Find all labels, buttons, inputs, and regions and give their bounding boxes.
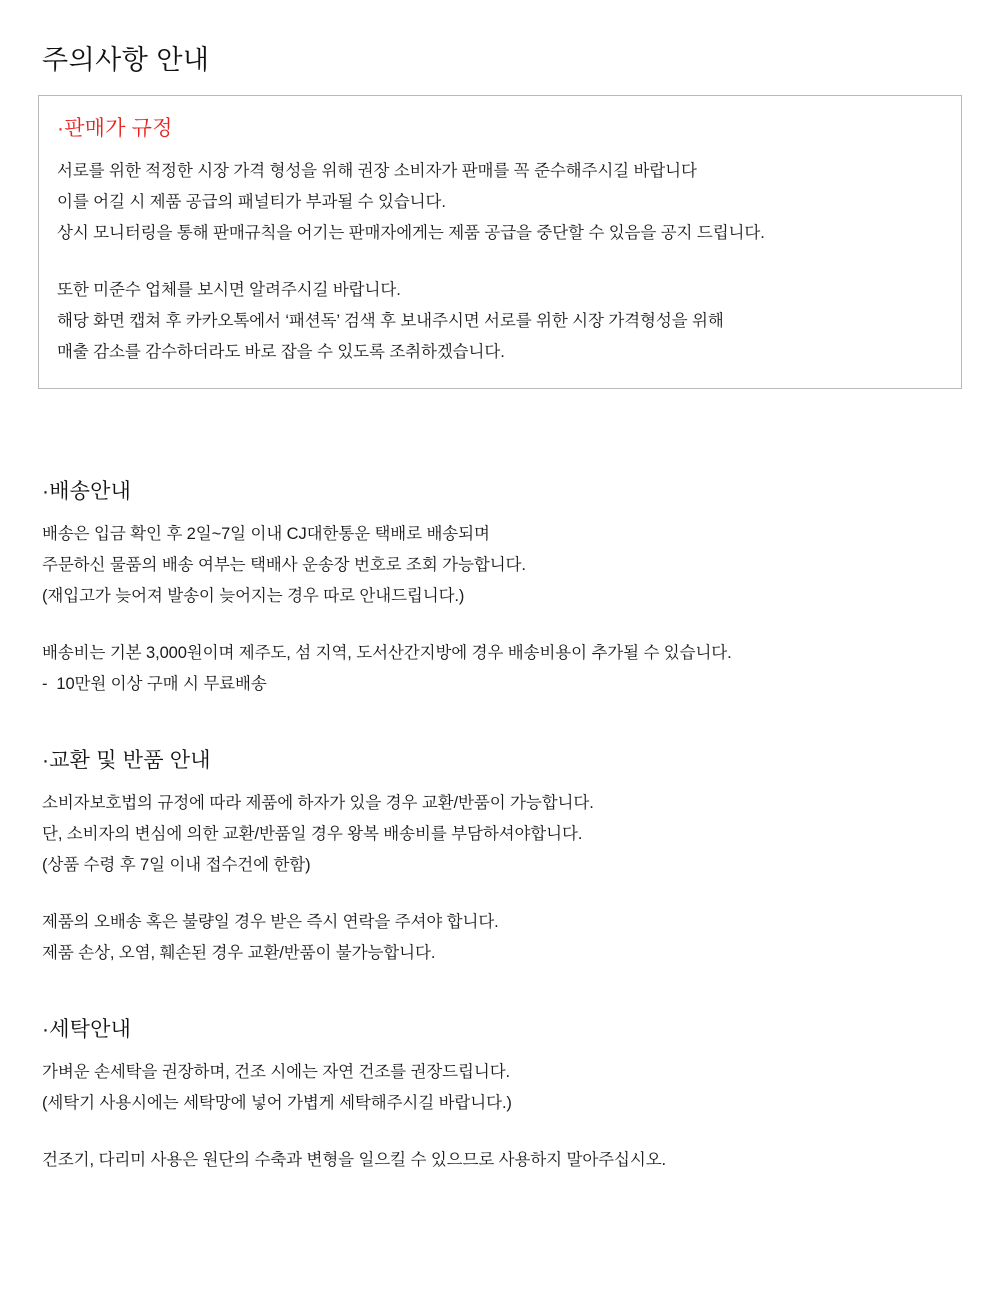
text-line: 제품의 오배송 혹은 불량일 경우 받은 즉시 연락을 주셔야 합니다. [42,913,499,931]
paragraph [42,788,962,881]
price-policy-paragraph-2 [57,275,943,368]
text-line: 상시 모니터링을 통해 판매규칙을 어기는 판매자에게는 제품 공급을 중단할 수 있음을 공지 드립니다. [57,224,765,242]
section-laundry [38,1013,962,1176]
section-shipping [38,475,962,700]
text-line: (재입고가 늦어져 발송이 늦어지는 경우 따로 안내드립니다.) [42,587,465,605]
paragraph [42,907,962,969]
text-line: 주문하신 물품의 배송 여부는 택배사 운송장 번호로 조회 가능합니다. [42,556,526,574]
section-laundry-heading: ·세탁안내 [42,1018,132,1041]
text-line: 매출 감소를 감수하더라도 바로 잡을 수 있도록 조취하겠습니다. [57,343,505,361]
text-line: 해당 화면 캡쳐 후 카카오톡에서 ‘패션독’ 검색 후 보내주시면 서로를 위한 시장 가격형성을 위해 [57,312,724,330]
text-line: 건조기, 다리미 사용은 원단의 수축과 변형을 일으킬 수 있으므로 사용하지 말아주십시오. [42,1151,667,1169]
text-line: 배송비는 기본 3,000원이며 제주도, 섬 지역, 도서산간지방에 경우 배송비용이 추가될 수 있습니다. [42,644,732,662]
section-exchange-return-heading: ·교환 및 반품 안내 [42,749,211,772]
text-line: 제품 손상, 오염, 훼손된 경우 교환/반품이 불가능합니다. [42,944,436,962]
price-policy-box [38,95,962,389]
text-line: (상품 수령 후 7일 이내 접수건에 한함) [42,856,311,874]
text-line: 가벼운 손세탁을 권장하며, 건조 시에는 자연 건조를 권장드립니다. [42,1063,511,1081]
price-policy-heading: ·판매가 규정 [57,117,173,140]
paragraph [42,638,962,700]
text-line: 소비자보호법의 규정에 따라 제품에 하자가 있을 경우 교환/반품이 가능합니다. [42,794,594,812]
text-line: 서로를 위한 적정한 시장 가격 형성을 위해 권장 소비자가 판매를 꼭 준수해주시길 바랍니다 [57,162,697,180]
section-laundry-body [42,1057,962,1176]
text-line: 이를 어길 시 제품 공급의 패널티가 부과될 수 있습니다. [57,193,446,211]
text-line: 단, 소비자의 변심에 의한 교환/반품일 경우 왕복 배송비를 부담하셔야합니다. [42,825,583,843]
price-policy-paragraph-1 [57,156,943,249]
section-shipping-heading: ·배송안내 [42,480,132,503]
paragraph [42,1057,962,1119]
text-line: 또한 미준수 업체를 보시면 알려주시길 바랍니다. [57,281,401,299]
section-shipping-body [42,519,962,700]
text-line: 배송은 입금 확인 후 2일~7일 이내 CJ대한통운 택배로 배송되며 [42,525,490,543]
paragraph [42,519,962,612]
section-exchange-return-body [42,788,962,969]
text-line: (세탁기 사용시에는 세탁망에 넣어 가볍게 세탁해주시길 바랍니다.) [42,1094,512,1112]
page-title: 주의사항 안내 [42,45,210,75]
paragraph [42,1145,962,1176]
section-exchange-return [38,744,962,969]
text-line: - 10만원 이상 구매 시 무료배송 [42,675,267,693]
